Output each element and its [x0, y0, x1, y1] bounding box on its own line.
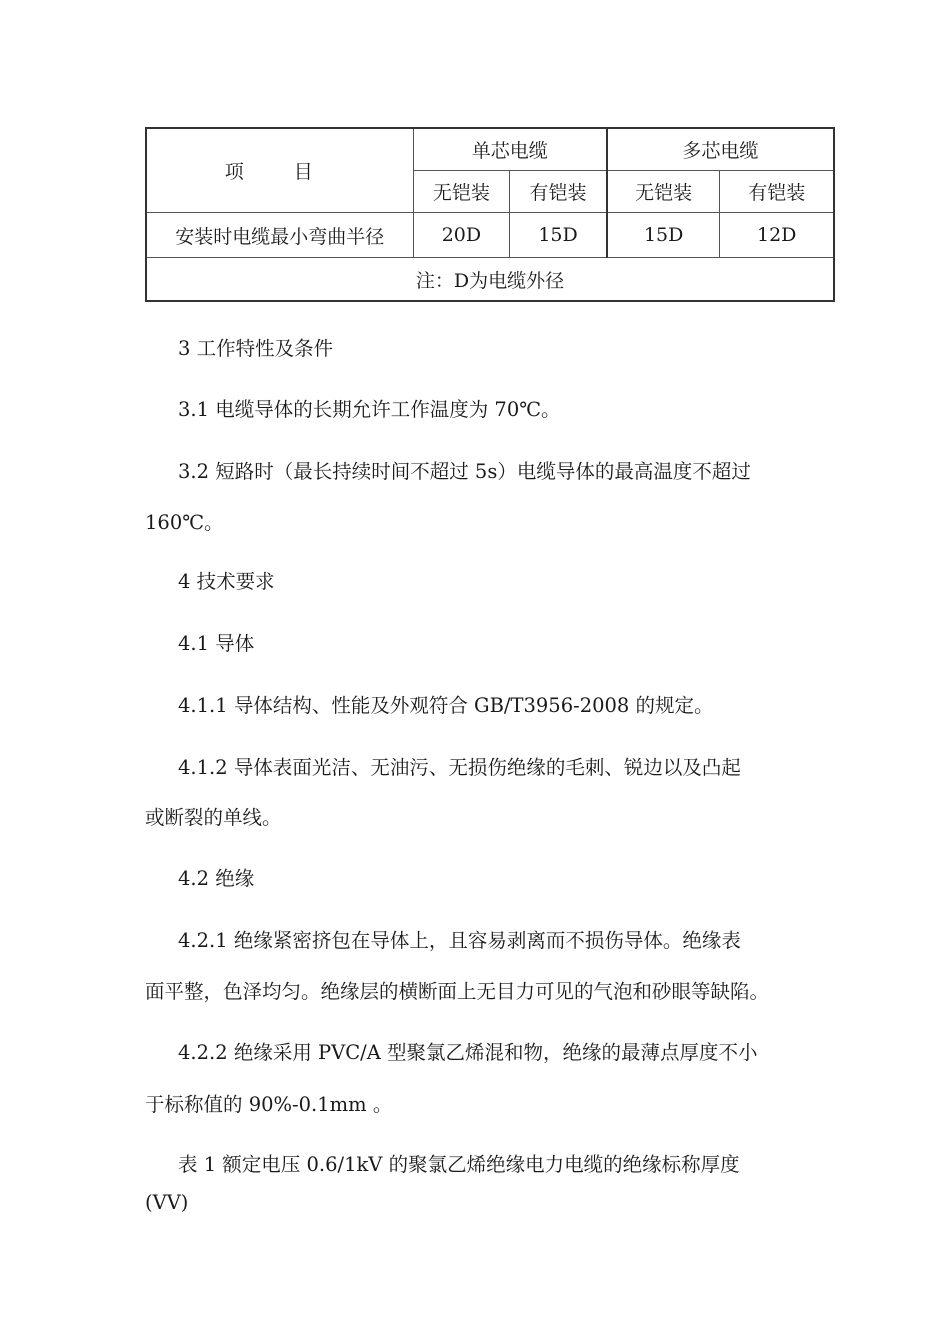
table-header-row	[146, 128, 834, 171]
value-cell: 15D	[510, 213, 607, 258]
table-note: 注：D为电缆外径	[146, 258, 834, 302]
section-heading-4: 4 技术要求	[178, 570, 275, 593]
paragraph-4-2-2-cont: 于标称值的 90%-0.1mm 。	[145, 1093, 393, 1116]
value-cell: 20D	[413, 213, 510, 258]
paragraph-4-1-2-cont: 或断裂的单线。	[145, 806, 282, 829]
bending-radius-table	[145, 127, 835, 302]
single-core-header: 单芯电缆	[413, 128, 607, 171]
section-heading-4-2: 4.2 绝缘	[178, 867, 255, 890]
paragraph-4-1-1: 4.1.1 导体结构、性能及外观符合 GB/T3956-2008 的规定。	[178, 694, 714, 717]
table-row	[146, 213, 834, 258]
value-cell: 12D	[720, 213, 834, 258]
table-note-row	[146, 258, 834, 302]
item-header-cell	[146, 128, 413, 213]
multi-core-header: 多芯电缆	[607, 128, 834, 171]
paragraph-4-1-2: 4.1.2 导体表面光洁、无油污、无损伤绝缘的毛刺、锐边以及凸起	[178, 756, 741, 779]
table-1-caption: 表 1 额定电压 0.6/1kV 的聚氯乙烯绝缘电力电缆的绝缘标称厚度	[178, 1153, 740, 1176]
value-cell: 15D	[607, 213, 720, 258]
table-1-caption-cont: (VV)	[145, 1191, 189, 1214]
paragraph-4-2-1-cont: 面平整，色泽均匀。绝缘层的横断面上无目力可见的气泡和砂眼等缺陷。	[145, 980, 770, 1003]
multi-armored-header: 有铠装	[720, 171, 834, 213]
paragraph-3-1: 3.1 电缆导体的长期允许工作温度为 70℃。	[178, 398, 561, 421]
single-armored-header: 有铠装	[510, 171, 607, 213]
paragraph-4-2-2: 4.2.2 绝缘采用 PVC/A 型聚氯乙烯混和物，绝缘的最薄点厚度不小	[178, 1041, 758, 1064]
row-label: 安装时电缆最小弯曲半径	[146, 213, 413, 258]
paragraph-4-2-1: 4.2.1 绝缘紧密挤包在导体上，且容易剥离而不损伤导体。绝缘表	[178, 929, 741, 952]
paragraph-3-2: 3.2 短路时（最长持续时间不超过 5s）电缆导体的最高温度不超过	[178, 460, 751, 483]
section-heading-4-1: 4.1 导体	[178, 632, 255, 655]
section-heading-3: 3 工作特性及条件	[178, 337, 334, 360]
item-header-text: 项 目	[224, 161, 335, 183]
multi-unarmored-header: 无铠装	[607, 171, 720, 213]
single-unarmored-header: 无铠装	[413, 171, 510, 213]
paragraph-3-2-cont: 160℃。	[145, 511, 224, 534]
